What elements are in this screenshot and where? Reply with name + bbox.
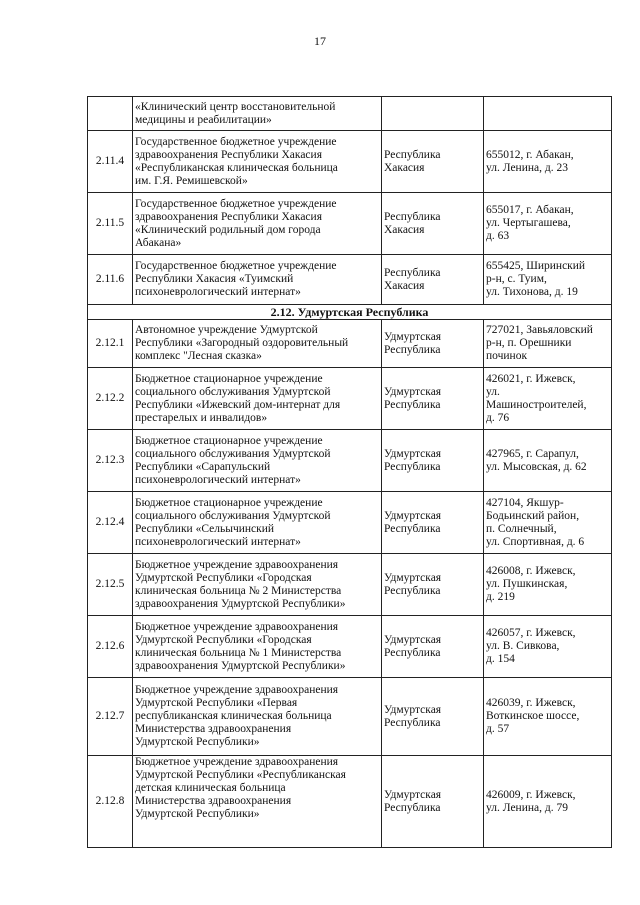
region: Удмуртская Республика <box>382 616 484 678</box>
region: Удмуртская Республика <box>382 554 484 616</box>
section-title: 2.12. Удмуртская Республика <box>88 305 612 320</box>
table-row <box>88 255 612 305</box>
table-row <box>88 554 612 616</box>
institution-name: Государственное бюджетное учреждение Республики Хакасия «Туимский психоневрологический интернат» <box>133 255 382 305</box>
institution-name: Бюджетное учреждение здравоохранения Удмуртской Республики «Городская клиническая больница № 2 Министерства здравоохранения Удмуртской Республики» <box>133 554 382 616</box>
address <box>484 97 612 131</box>
table-row <box>88 756 612 848</box>
table-row <box>88 193 612 255</box>
institution-name: Бюджетное стационарное учреждение социального обслуживания Удмуртской Республики «Сарапульский психоневрологический интернат» <box>133 430 382 492</box>
address: 426009, г. Ижевск, ул. Ленина, д. 79 <box>484 756 612 848</box>
row-number: 2.11.6 <box>88 255 133 305</box>
table-row <box>88 368 612 430</box>
region: Удмуртская Республика <box>382 678 484 756</box>
region: Республика Хакасия <box>382 131 484 193</box>
row-number: 2.12.6 <box>88 616 133 678</box>
institution-name: Бюджетное стационарное учреждение социального обслуживания Удмуртской Республики «Ижевский дом-интернат для престарелых и инвалидов» <box>133 368 382 430</box>
row-number: 2.12.2 <box>88 368 133 430</box>
institution-name: Бюджетное стационарное учреждение социального обслуживания Удмуртской Республики «Сельычинский психоневрологический интернат» <box>133 492 382 554</box>
row-number: 2.12.1 <box>88 320 133 368</box>
institution-name: Государственное бюджетное учреждение здравоохранения Республики Хакасия «Республиканская клиническая больница им. Г.Я. Ремишевской» <box>133 131 382 193</box>
institution-name: «Клинический центр восстановительной медицины и реабилитации» <box>133 97 382 131</box>
table-row <box>88 131 612 193</box>
address: 426021, г. Ижевск, ул. Машиностроителей, д. 76 <box>484 368 612 430</box>
region: Удмуртская Республика <box>382 320 484 368</box>
table-row <box>88 430 612 492</box>
table-row <box>88 678 612 756</box>
row-number: 2.12.3 <box>88 430 133 492</box>
address: 426039, г. Ижевск, Воткинское шоссе, д. 57 <box>484 678 612 756</box>
row-number: 2.12.7 <box>88 678 133 756</box>
row-number: 2.11.4 <box>88 131 133 193</box>
region: Республика Хакасия <box>382 255 484 305</box>
address: 427965, г. Сарапул, ул. Мысовская, д. 62 <box>484 430 612 492</box>
table-row <box>88 492 612 554</box>
region: Удмуртская Республика <box>382 756 484 848</box>
address: 426008, г. Ижевск, ул. Пушкинская, д. 219 <box>484 554 612 616</box>
address: 655012, г. Абакан, ул. Ленина, д. 23 <box>484 131 612 193</box>
region: Удмуртская Республика <box>382 368 484 430</box>
institutions-table <box>87 96 612 848</box>
address: 427104, Якшур- Бодьинский район, п. Солнечный, ул. Спортивная, д. 6 <box>484 492 612 554</box>
institution-name: Бюджетное учреждение здравоохранения Удмуртской Республики «Первая республиканская клиническая больница Министерства здравоохранения Удмуртской Республики» <box>133 678 382 756</box>
region: Удмуртская Республика <box>382 492 484 554</box>
table-row <box>88 97 612 131</box>
region: Республика Хакасия <box>382 193 484 255</box>
region <box>382 97 484 131</box>
address: 655017, г. Абакан, ул. Чертыгашева, д. 63 <box>484 193 612 255</box>
row-number: 2.12.8 <box>88 756 133 848</box>
address: 727021, Завьяловский р-н, п. Орешники починок <box>484 320 612 368</box>
address: 655425, Ширинский р-н, с. Туим, ул. Тихонова, д. 19 <box>484 255 612 305</box>
page-number: 17 <box>314 34 326 48</box>
address: 426057, г. Ижевск, ул. В. Сивкова, д. 154 <box>484 616 612 678</box>
institution-name: Государственное бюджетное учреждение здравоохранения Республики Хакасия «Клинический родильный дом города Абакана» <box>133 193 382 255</box>
region: Удмуртская Республика <box>382 430 484 492</box>
row-number: 2.11.5 <box>88 193 133 255</box>
table-row <box>88 616 612 678</box>
institution-name: Автономное учреждение Удмуртской Республики «Загородный оздоровительный комплекс "Лесная сказка» <box>133 320 382 368</box>
institution-name: Бюджетное учреждение здравоохранения Удмуртской Республики «Республиканская детская клиническая больница Министерства здравоохранения Удмуртской Республики» <box>133 756 382 848</box>
institution-name: Бюджетное учреждение здравоохранения Удмуртской Республики «Городская клиническая больница № 1 Министерства здравоохранения Удмуртской Республики» <box>133 616 382 678</box>
section-header-row <box>88 305 612 320</box>
table-row <box>88 320 612 368</box>
row-number <box>88 97 133 131</box>
row-number: 2.12.5 <box>88 554 133 616</box>
row-number: 2.12.4 <box>88 492 133 554</box>
